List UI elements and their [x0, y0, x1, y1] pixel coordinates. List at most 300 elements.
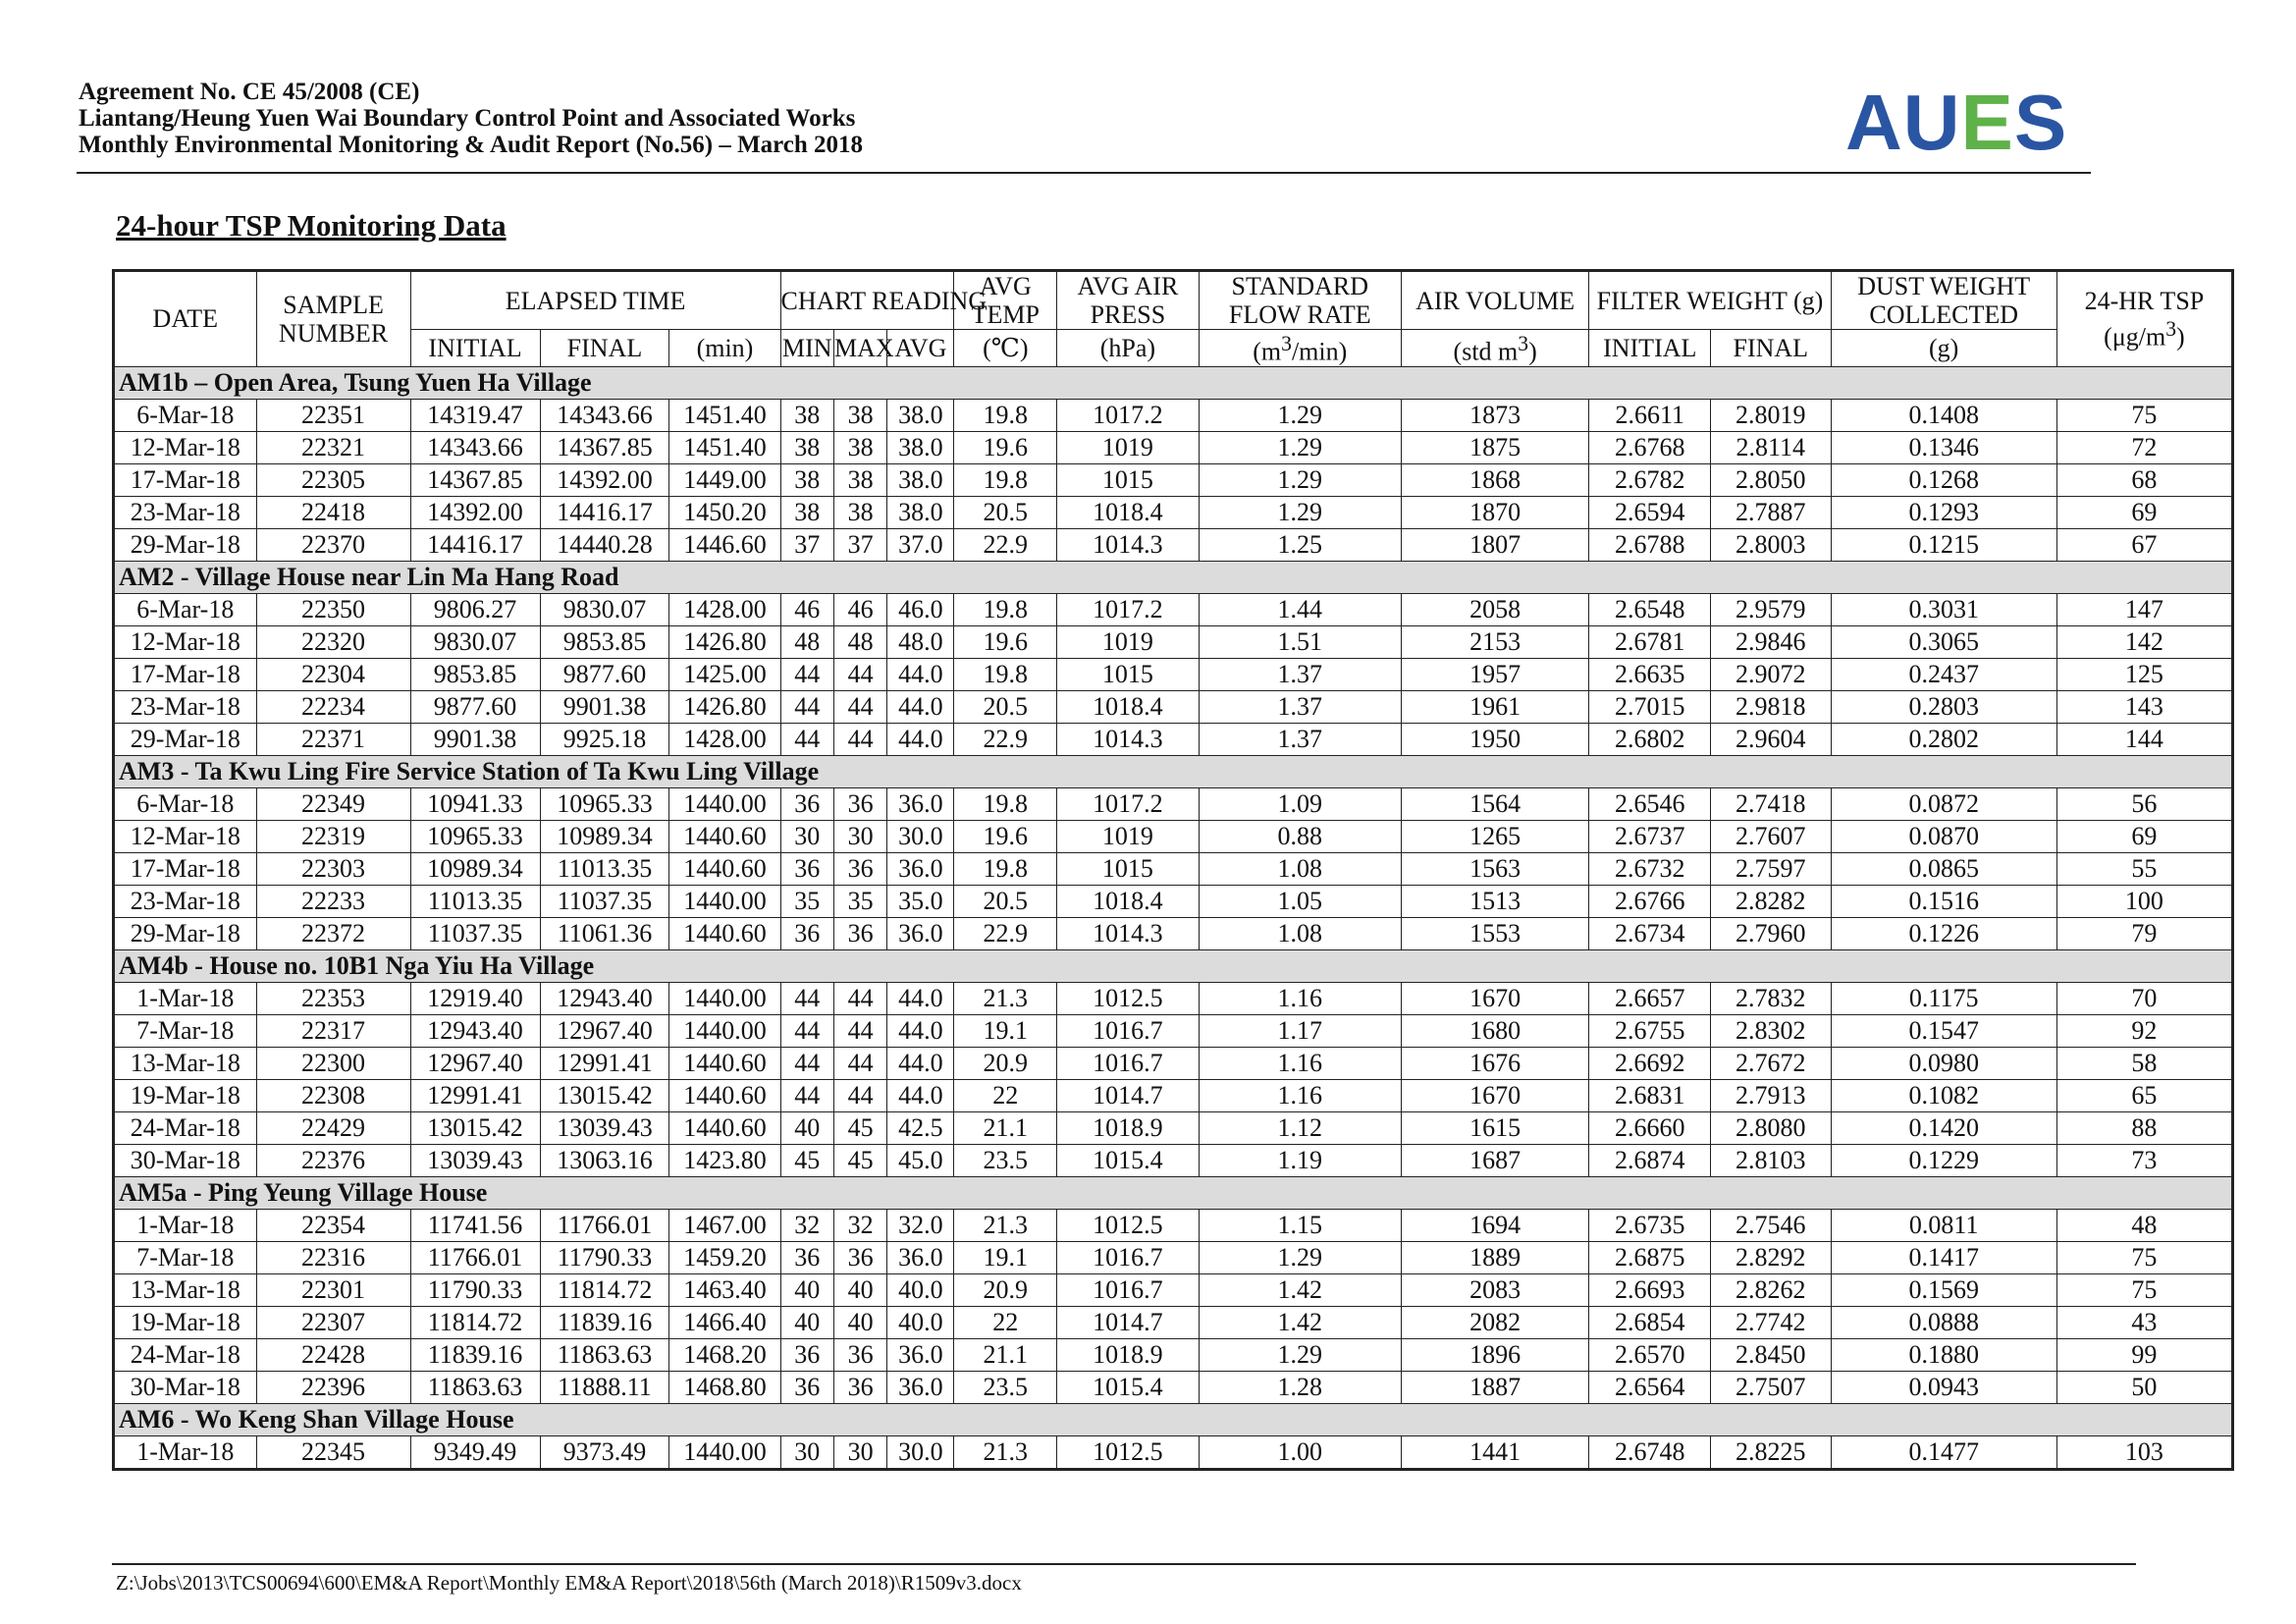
table-row [114, 885, 2233, 917]
cell-elapsed-final: 14343.66 [540, 399, 669, 431]
cell-sample-number: 22303 [256, 852, 410, 885]
cell-flow-rate: 0.88 [1199, 820, 1401, 852]
aues-logo: AUES [1845, 79, 2068, 166]
cell-tsp: 147 [2056, 593, 2232, 625]
cell-filter-initial: 2.6874 [1589, 1144, 1711, 1176]
cell-avg-temp: 21.1 [954, 1338, 1057, 1371]
cell-air-volume: 1694 [1401, 1209, 1589, 1241]
cell-filter-final: 2.8114 [1711, 431, 1832, 463]
cell-filter-final: 2.9846 [1711, 625, 1832, 658]
cell-filter-initial: 2.6802 [1589, 723, 1711, 755]
cell-dust-weight: 0.1229 [1831, 1144, 2056, 1176]
cell-filter-final: 2.7418 [1711, 787, 1832, 820]
cell-avg-air-press: 1018.4 [1057, 496, 1199, 528]
cell-chart-max: 38 [833, 463, 886, 496]
cell-tsp: 92 [2056, 1014, 2232, 1047]
cell-filter-initial: 2.6854 [1589, 1306, 1711, 1338]
section-title: AM4b - House no. 10B1 Nga Yiu Ha Village [114, 949, 2233, 982]
cell-elapsed-final: 11888.11 [540, 1371, 669, 1403]
cell-chart-max: 35 [833, 885, 886, 917]
col-filter-final: FINAL [1711, 330, 1832, 367]
cell-date: 12-Mar-18 [114, 431, 257, 463]
cell-filter-final: 2.7546 [1711, 1209, 1832, 1241]
cell-avg-temp: 22.9 [954, 723, 1057, 755]
section-header-row [114, 366, 2233, 399]
cell-sample-number: 22234 [256, 690, 410, 723]
cell-elapsed-initial: 9901.38 [410, 723, 540, 755]
cell-chart-avg: 30.0 [887, 820, 954, 852]
cell-filter-final: 2.7960 [1711, 917, 1832, 949]
cell-elapsed-final: 14367.85 [540, 431, 669, 463]
cell-elapsed-min: 1440.60 [669, 1047, 780, 1079]
cell-flow-rate: 1.29 [1199, 399, 1401, 431]
cell-filter-initial: 2.6755 [1589, 1014, 1711, 1047]
cell-filter-final: 2.7832 [1711, 982, 1832, 1014]
project-name: Liantang/Heung Yuen Wai Boundary Control Point and Associated Works [79, 105, 856, 132]
cell-air-volume: 1873 [1401, 399, 1589, 431]
table-row [114, 917, 2233, 949]
cell-elapsed-initial: 12991.41 [410, 1079, 540, 1111]
header-divider [77, 172, 2091, 174]
cell-elapsed-initial: 12967.40 [410, 1047, 540, 1079]
col-filter-weight: FILTER WEIGHT (g) [1589, 271, 1831, 330]
col-elapsed-min: (min) [669, 330, 780, 367]
cell-chart-min: 44 [780, 658, 833, 690]
cell-dust-weight: 0.2803 [1831, 690, 2056, 723]
report-header [79, 79, 1944, 158]
cell-sample-number: 22316 [256, 1241, 410, 1273]
cell-elapsed-min: 1440.60 [669, 1079, 780, 1111]
cell-avg-air-press: 1012.5 [1057, 982, 1199, 1014]
cell-flow-rate: 1.16 [1199, 982, 1401, 1014]
cell-flow-rate: 1.08 [1199, 917, 1401, 949]
cell-chart-avg: 44.0 [887, 1014, 954, 1047]
cell-elapsed-final: 13063.16 [540, 1144, 669, 1176]
cell-dust-weight: 0.1547 [1831, 1014, 2056, 1047]
cell-filter-final: 2.7887 [1711, 496, 1832, 528]
cell-date: 17-Mar-18 [114, 852, 257, 885]
cell-filter-initial: 2.6781 [1589, 625, 1711, 658]
cell-air-volume: 1875 [1401, 431, 1589, 463]
cell-chart-max: 44 [833, 1079, 886, 1111]
cell-tsp: 69 [2056, 496, 2232, 528]
table-row [114, 852, 2233, 885]
cell-chart-min: 44 [780, 723, 833, 755]
cell-air-volume: 1670 [1401, 1079, 1589, 1111]
cell-avg-temp: 20.9 [954, 1047, 1057, 1079]
col-avg-temp: AVG TEMP [954, 271, 1057, 330]
cell-chart-max: 44 [833, 982, 886, 1014]
cell-chart-max: 45 [833, 1144, 886, 1176]
cell-date: 7-Mar-18 [114, 1014, 257, 1047]
cell-air-volume: 2153 [1401, 625, 1589, 658]
cell-air-volume: 1889 [1401, 1241, 1589, 1273]
col-tsp [2056, 271, 2232, 367]
cell-avg-temp: 21.3 [954, 1435, 1057, 1469]
cell-elapsed-final: 11013.35 [540, 852, 669, 885]
cell-elapsed-final: 12943.40 [540, 982, 669, 1014]
table-row [114, 1111, 2233, 1144]
cell-chart-min: 38 [780, 399, 833, 431]
cell-chart-min: 37 [780, 528, 833, 561]
cell-air-volume: 2083 [1401, 1273, 1589, 1306]
cell-date: 1-Mar-18 [114, 1435, 257, 1469]
cell-flow-rate: 1.08 [1199, 852, 1401, 885]
cell-avg-air-press: 1015.4 [1057, 1144, 1199, 1176]
cell-chart-avg: 44.0 [887, 1079, 954, 1111]
cell-sample-number: 22429 [256, 1111, 410, 1144]
cell-date: 19-Mar-18 [114, 1306, 257, 1338]
cell-filter-initial: 2.6831 [1589, 1079, 1711, 1111]
cell-avg-temp: 19.1 [954, 1014, 1057, 1047]
cell-dust-weight: 0.0811 [1831, 1209, 2056, 1241]
cell-chart-avg: 32.0 [887, 1209, 954, 1241]
cell-date: 12-Mar-18 [114, 625, 257, 658]
cell-tsp: 75 [2056, 399, 2232, 431]
cell-filter-final: 2.7607 [1711, 820, 1832, 852]
cell-air-volume: 1564 [1401, 787, 1589, 820]
table-row [114, 1209, 2233, 1241]
col-air-volume: AIR VOLUME [1401, 271, 1589, 330]
cell-elapsed-min: 1467.00 [669, 1209, 780, 1241]
col-elapsed-final: FINAL [540, 330, 669, 367]
cell-air-volume: 1676 [1401, 1047, 1589, 1079]
cell-flow-rate: 1.19 [1199, 1144, 1401, 1176]
cell-elapsed-initial: 11839.16 [410, 1338, 540, 1371]
cell-filter-initial: 2.6768 [1589, 431, 1711, 463]
cell-sample-number: 22396 [256, 1371, 410, 1403]
cell-chart-min: 44 [780, 1079, 833, 1111]
cell-elapsed-initial: 12919.40 [410, 982, 540, 1014]
cell-elapsed-final: 12991.41 [540, 1047, 669, 1079]
cell-avg-air-press: 1014.3 [1057, 528, 1199, 561]
cell-flow-rate: 1.29 [1199, 463, 1401, 496]
cell-avg-air-press: 1016.7 [1057, 1273, 1199, 1306]
cell-elapsed-initial: 11013.35 [410, 885, 540, 917]
cell-chart-avg: 44.0 [887, 690, 954, 723]
cell-air-volume: 1265 [1401, 820, 1589, 852]
cell-date: 23-Mar-18 [114, 496, 257, 528]
col-filter-initial: INITIAL [1589, 330, 1711, 367]
cell-tsp: 100 [2056, 885, 2232, 917]
cell-filter-initial: 2.6546 [1589, 787, 1711, 820]
cell-avg-air-press: 1017.2 [1057, 399, 1199, 431]
cell-flow-rate: 1.42 [1199, 1273, 1401, 1306]
table-header [114, 271, 2233, 367]
cell-chart-avg: 45.0 [887, 1144, 954, 1176]
cell-elapsed-min: 1426.80 [669, 625, 780, 658]
cell-chart-min: 44 [780, 1047, 833, 1079]
cell-filter-initial: 2.6735 [1589, 1209, 1711, 1241]
cell-sample-number: 22345 [256, 1435, 410, 1469]
table-row [114, 1435, 2233, 1469]
cell-chart-max: 44 [833, 658, 886, 690]
section-header-row [114, 949, 2233, 982]
cell-dust-weight: 0.2437 [1831, 658, 2056, 690]
table-row [114, 1306, 2233, 1338]
cell-chart-avg: 44.0 [887, 1047, 954, 1079]
cell-avg-temp: 19.6 [954, 625, 1057, 658]
cell-tsp: 79 [2056, 917, 2232, 949]
cell-avg-temp: 22 [954, 1079, 1057, 1111]
cell-filter-final: 2.8080 [1711, 1111, 1832, 1144]
cell-elapsed-min: 1451.40 [669, 431, 780, 463]
section-title: AM1b – Open Area, Tsung Yuen Ha Village [114, 366, 2233, 399]
cell-air-volume: 2082 [1401, 1306, 1589, 1338]
table-row [114, 658, 2233, 690]
cell-chart-max: 40 [833, 1306, 886, 1338]
col-elapsed-time: ELAPSED TIME [410, 271, 780, 330]
cell-filter-initial: 2.6660 [1589, 1111, 1711, 1144]
cell-dust-weight: 0.1417 [1831, 1241, 2056, 1273]
cell-air-volume: 1680 [1401, 1014, 1589, 1047]
cell-elapsed-min: 1459.20 [669, 1241, 780, 1273]
cell-elapsed-min: 1440.60 [669, 852, 780, 885]
cell-filter-final: 2.8019 [1711, 399, 1832, 431]
cell-flow-rate: 1.17 [1199, 1014, 1401, 1047]
cell-avg-temp: 23.5 [954, 1371, 1057, 1403]
table-row [114, 1014, 2233, 1047]
table-row [114, 723, 2233, 755]
cell-avg-temp: 21.3 [954, 982, 1057, 1014]
cell-tsp: 67 [2056, 528, 2232, 561]
cell-date: 13-Mar-18 [114, 1273, 257, 1306]
cell-elapsed-initial: 11741.56 [410, 1209, 540, 1241]
col-date: DATE [114, 271, 257, 367]
cell-dust-weight: 0.1082 [1831, 1079, 2056, 1111]
section-header-row [114, 1176, 2233, 1209]
cell-elapsed-min: 1426.80 [669, 690, 780, 723]
cell-filter-final: 2.8292 [1711, 1241, 1832, 1273]
cell-avg-air-press: 1014.7 [1057, 1079, 1199, 1111]
cell-filter-initial: 2.6732 [1589, 852, 1711, 885]
cell-filter-final: 2.9579 [1711, 593, 1832, 625]
cell-date: 19-Mar-18 [114, 1079, 257, 1111]
cell-elapsed-initial: 14392.00 [410, 496, 540, 528]
cell-filter-final: 2.8450 [1711, 1338, 1832, 1371]
cell-chart-min: 30 [780, 1435, 833, 1469]
cell-sample-number: 22233 [256, 885, 410, 917]
cell-sample-number: 22319 [256, 820, 410, 852]
cell-elapsed-initial: 11863.63 [410, 1371, 540, 1403]
cell-avg-air-press: 1015 [1057, 463, 1199, 496]
cell-flow-rate: 1.00 [1199, 1435, 1401, 1469]
agreement-number: Agreement No. CE 45/2008 (CE) [79, 79, 420, 105]
cell-sample-number: 22300 [256, 1047, 410, 1079]
cell-avg-air-press: 1015.4 [1057, 1371, 1199, 1403]
cell-flow-rate: 1.37 [1199, 723, 1401, 755]
cell-dust-weight: 0.1880 [1831, 1338, 2056, 1371]
cell-chart-min: 38 [780, 463, 833, 496]
cell-elapsed-initial: 9830.07 [410, 625, 540, 658]
cell-tsp: 88 [2056, 1111, 2232, 1144]
cell-elapsed-min: 1468.80 [669, 1371, 780, 1403]
cell-sample-number: 22320 [256, 625, 410, 658]
cell-dust-weight: 0.0865 [1831, 852, 2056, 885]
tsp-data-table [112, 269, 2234, 1471]
cell-filter-final: 2.7597 [1711, 852, 1832, 885]
cell-flow-rate: 1.25 [1199, 528, 1401, 561]
cell-elapsed-initial: 14319.47 [410, 399, 540, 431]
cell-chart-max: 30 [833, 1435, 886, 1469]
table-row [114, 496, 2233, 528]
cell-avg-temp: 19.6 [954, 820, 1057, 852]
cell-avg-temp: 20.5 [954, 885, 1057, 917]
cell-avg-temp: 20.5 [954, 496, 1057, 528]
cell-filter-final: 2.9072 [1711, 658, 1832, 690]
cell-avg-air-press: 1016.7 [1057, 1241, 1199, 1273]
col-chart-reading: CHART READING [780, 271, 954, 330]
cell-elapsed-final: 9925.18 [540, 723, 669, 755]
col-dust-weight-unit: (g) [1831, 330, 2056, 367]
cell-flow-rate: 1.12 [1199, 1111, 1401, 1144]
cell-tsp: 143 [2056, 690, 2232, 723]
cell-chart-max: 32 [833, 1209, 886, 1241]
table-row [114, 463, 2233, 496]
cell-chart-min: 38 [780, 431, 833, 463]
col-chart-min: MIN [780, 330, 833, 367]
col-chart-max: MAX [833, 330, 886, 367]
cell-chart-avg: 44.0 [887, 982, 954, 1014]
cell-date: 12-Mar-18 [114, 820, 257, 852]
cell-sample-number: 22370 [256, 528, 410, 561]
table-row [114, 1144, 2233, 1176]
cell-dust-weight: 0.1293 [1831, 496, 2056, 528]
cell-air-volume: 1615 [1401, 1111, 1589, 1144]
cell-chart-max: 44 [833, 723, 886, 755]
cell-chart-avg: 44.0 [887, 723, 954, 755]
cell-chart-avg: 40.0 [887, 1273, 954, 1306]
cell-elapsed-initial: 10989.34 [410, 852, 540, 885]
cell-dust-weight: 0.3065 [1831, 625, 2056, 658]
section-title: AM5a - Ping Yeung Village House [114, 1176, 2233, 1209]
cell-chart-min: 30 [780, 820, 833, 852]
table-body [114, 366, 2233, 1469]
cell-avg-air-press: 1012.5 [1057, 1209, 1199, 1241]
cell-tsp: 48 [2056, 1209, 2232, 1241]
cell-chart-min: 44 [780, 1014, 833, 1047]
cell-elapsed-final: 14440.28 [540, 528, 669, 561]
cell-flow-rate: 1.28 [1199, 1371, 1401, 1403]
cell-filter-initial: 2.6734 [1589, 917, 1711, 949]
cell-filter-initial: 2.6594 [1589, 496, 1711, 528]
cell-tsp: 43 [2056, 1306, 2232, 1338]
cell-chart-avg: 38.0 [887, 431, 954, 463]
cell-avg-temp: 20.9 [954, 1273, 1057, 1306]
cell-elapsed-initial: 9806.27 [410, 593, 540, 625]
cell-elapsed-min: 1440.00 [669, 1435, 780, 1469]
cell-flow-rate: 1.05 [1199, 885, 1401, 917]
cell-elapsed-initial: 11766.01 [410, 1241, 540, 1273]
cell-chart-max: 36 [833, 917, 886, 949]
page-title: 24-hour TSP Monitoring Data [116, 208, 507, 243]
cell-dust-weight: 0.0980 [1831, 1047, 2056, 1079]
cell-filter-initial: 2.6635 [1589, 658, 1711, 690]
cell-elapsed-final: 13039.43 [540, 1111, 669, 1144]
section-header-row [114, 755, 2233, 787]
cell-filter-final: 2.8050 [1711, 463, 1832, 496]
cell-sample-number: 22428 [256, 1338, 410, 1371]
cell-dust-weight: 0.1226 [1831, 917, 2056, 949]
col-elapsed-initial: INITIAL [410, 330, 540, 367]
cell-air-volume: 1961 [1401, 690, 1589, 723]
cell-chart-avg: 37.0 [887, 528, 954, 561]
cell-chart-max: 45 [833, 1111, 886, 1144]
cell-avg-air-press: 1016.7 [1057, 1047, 1199, 1079]
cell-avg-air-press: 1014.3 [1057, 723, 1199, 755]
cell-filter-final: 2.8282 [1711, 885, 1832, 917]
cell-chart-min: 48 [780, 625, 833, 658]
cell-air-volume: 1957 [1401, 658, 1589, 690]
cell-filter-final: 2.9604 [1711, 723, 1832, 755]
cell-date: 24-Mar-18 [114, 1111, 257, 1144]
cell-elapsed-min: 1425.00 [669, 658, 780, 690]
cell-avg-air-press: 1015 [1057, 658, 1199, 690]
cell-elapsed-initial: 11814.72 [410, 1306, 540, 1338]
cell-date: 17-Mar-18 [114, 463, 257, 496]
cell-elapsed-min: 1463.40 [669, 1273, 780, 1306]
cell-flow-rate: 1.29 [1199, 1338, 1401, 1371]
cell-avg-air-press: 1018.4 [1057, 690, 1199, 723]
section-header-row [114, 1403, 2233, 1435]
cell-elapsed-final: 11814.72 [540, 1273, 669, 1306]
cell-date: 17-Mar-18 [114, 658, 257, 690]
cell-air-volume: 2058 [1401, 593, 1589, 625]
cell-date: 6-Mar-18 [114, 787, 257, 820]
cell-sample-number: 22305 [256, 463, 410, 496]
cell-dust-weight: 0.0888 [1831, 1306, 2056, 1338]
table-row [114, 1273, 2233, 1306]
cell-elapsed-min: 1428.00 [669, 723, 780, 755]
cell-avg-air-press: 1019 [1057, 625, 1199, 658]
cell-chart-max: 40 [833, 1273, 886, 1306]
cell-avg-temp: 19.8 [954, 852, 1057, 885]
cell-avg-temp: 19.1 [954, 1241, 1057, 1273]
cell-filter-initial: 2.7015 [1589, 690, 1711, 723]
cell-elapsed-min: 1450.20 [669, 496, 780, 528]
cell-date: 1-Mar-18 [114, 1209, 257, 1241]
cell-chart-max: 48 [833, 625, 886, 658]
cell-tsp: 69 [2056, 820, 2232, 852]
cell-date: 7-Mar-18 [114, 1241, 257, 1273]
cell-sample-number: 22304 [256, 658, 410, 690]
cell-tsp: 142 [2056, 625, 2232, 658]
cell-elapsed-min: 1440.00 [669, 1014, 780, 1047]
cell-elapsed-min: 1440.60 [669, 1111, 780, 1144]
col-tsp-label: 24-HR TSP [2084, 287, 2205, 315]
cell-dust-weight: 0.0943 [1831, 1371, 2056, 1403]
cell-flow-rate: 1.29 [1199, 431, 1401, 463]
cell-elapsed-final: 14392.00 [540, 463, 669, 496]
cell-chart-avg: 36.0 [887, 852, 954, 885]
cell-chart-min: 40 [780, 1273, 833, 1306]
cell-elapsed-final: 9877.60 [540, 658, 669, 690]
cell-chart-max: 36 [833, 1338, 886, 1371]
cell-sample-number: 22301 [256, 1273, 410, 1306]
cell-avg-air-press: 1018.9 [1057, 1111, 1199, 1144]
cell-elapsed-final: 13015.42 [540, 1079, 669, 1111]
cell-filter-final: 2.7913 [1711, 1079, 1832, 1111]
cell-elapsed-final: 11037.35 [540, 885, 669, 917]
cell-elapsed-final: 12967.40 [540, 1014, 669, 1047]
cell-flow-rate: 1.15 [1199, 1209, 1401, 1241]
cell-elapsed-final: 11863.63 [540, 1338, 669, 1371]
cell-elapsed-final: 9830.07 [540, 593, 669, 625]
section-title: AM6 - Wo Keng Shan Village House [114, 1403, 2233, 1435]
cell-chart-min: 44 [780, 690, 833, 723]
cell-avg-air-press: 1016.7 [1057, 1014, 1199, 1047]
cell-elapsed-min: 1428.00 [669, 593, 780, 625]
